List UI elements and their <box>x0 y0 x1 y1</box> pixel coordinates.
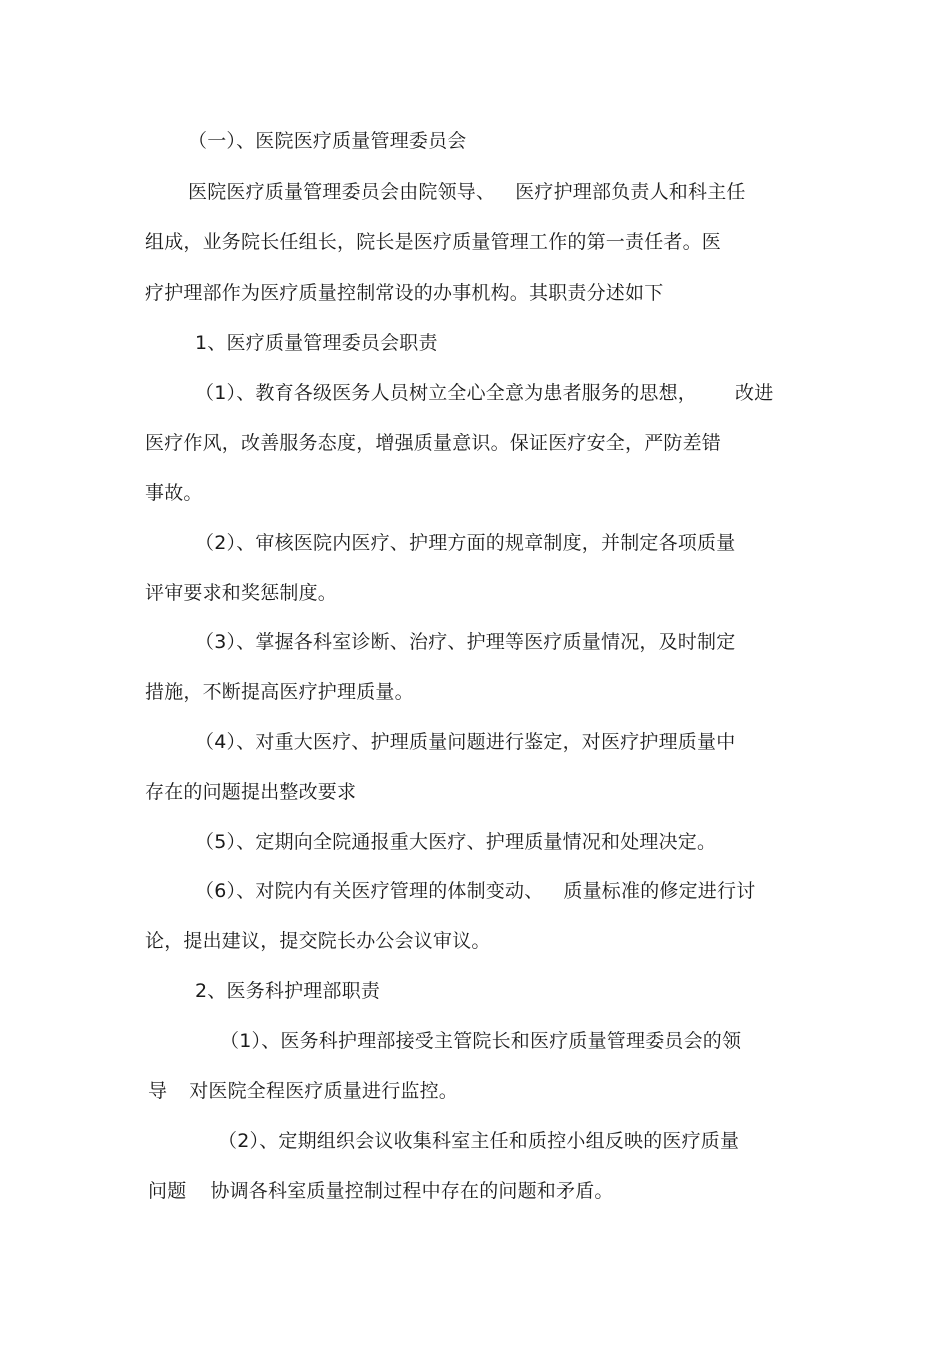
part1-item6-line2: 论，提出建议，提交院长办公会议审议。 <box>145 930 491 952</box>
intro-text-b: 医疗护理部负责人和科主任 <box>515 181 746 203</box>
section-title: （一）、医院医疗质量管理委员会 <box>188 130 467 152</box>
part2-item2-line2 <box>148 1179 614 1203</box>
part2-item1-line2 <box>148 1079 458 1103</box>
intro-line-2: 组成，业务院长任组长，院长是医疗质量管理工作的第一责任者。医 <box>145 231 722 253</box>
part1-item2-line1: （2）、审核医院内医疗、护理方面的规章制度，并制定各项质量 <box>195 532 736 554</box>
part1-item1-text-b: 改进 <box>735 382 774 404</box>
part2-item2-text-b: 问题 <box>148 1180 187 1202</box>
part2-item1-text-c: 对医院全程医疗质量进行监控。 <box>189 1080 459 1102</box>
part2-item2-text-c: 协调各科室质量控制过程中存在的问题和矛盾。 <box>210 1180 614 1202</box>
part1-item3-line1: （3）、掌握各科室诊断、治疗、护理等医疗质量情况，及时制定 <box>195 631 736 653</box>
part1-heading: 1、医疗质量管理委员会职责 <box>195 332 438 354</box>
part2-item2-line1: （2）、定期组织会议收集科室主任和质控小组反映的医疗质量 <box>218 1130 740 1152</box>
part1-item6-line1 <box>195 879 755 903</box>
part1-item1-line1 <box>195 381 773 405</box>
part2-item1-line1: （1）、医务科护理部接受主管院长和医疗质量管理委员会的领 <box>220 1030 742 1052</box>
intro-text-a: 医院医疗质量管理委员会由院领导、 <box>188 181 496 203</box>
intro-line-1 <box>188 180 746 204</box>
part1-item6-text-b: 质量标准的修定进行讨 <box>563 880 756 902</box>
part1-item2-line2: 评审要求和奖惩制度。 <box>145 582 338 604</box>
part1-item1-line3: 事故。 <box>145 482 203 504</box>
part1-item4-line2: 存在的问题提出整改要求 <box>145 781 357 803</box>
part2-heading: 2、医务科护理部职责 <box>195 980 381 1002</box>
intro-line-3: 疗护理部作为医疗质量控制常设的办事机构。其职责分述如下 <box>145 282 664 304</box>
part1-item4-line1: （4）、对重大医疗、护理质量问题进行鉴定，对医疗护理质量中 <box>195 731 736 753</box>
part1-item5: （5）、定期向全院通报重大医疗、护理质量情况和处理决定。 <box>195 831 717 853</box>
part1-item6-text-a: （6）、对院内有关医疗管理的体制变动、 <box>195 880 544 902</box>
part1-item3-line2: 措施，不断提高医疗护理质量。 <box>145 681 414 703</box>
part1-item1-text-a: （1）、教育各级医务人员树立全心全意为患者服务的思想， <box>195 382 697 404</box>
part1-item1-line2: 医疗作风，改善服务态度，增强质量意识。保证医疗安全，严防差错 <box>145 432 722 454</box>
part2-item1-text-b: 导 <box>148 1080 168 1102</box>
